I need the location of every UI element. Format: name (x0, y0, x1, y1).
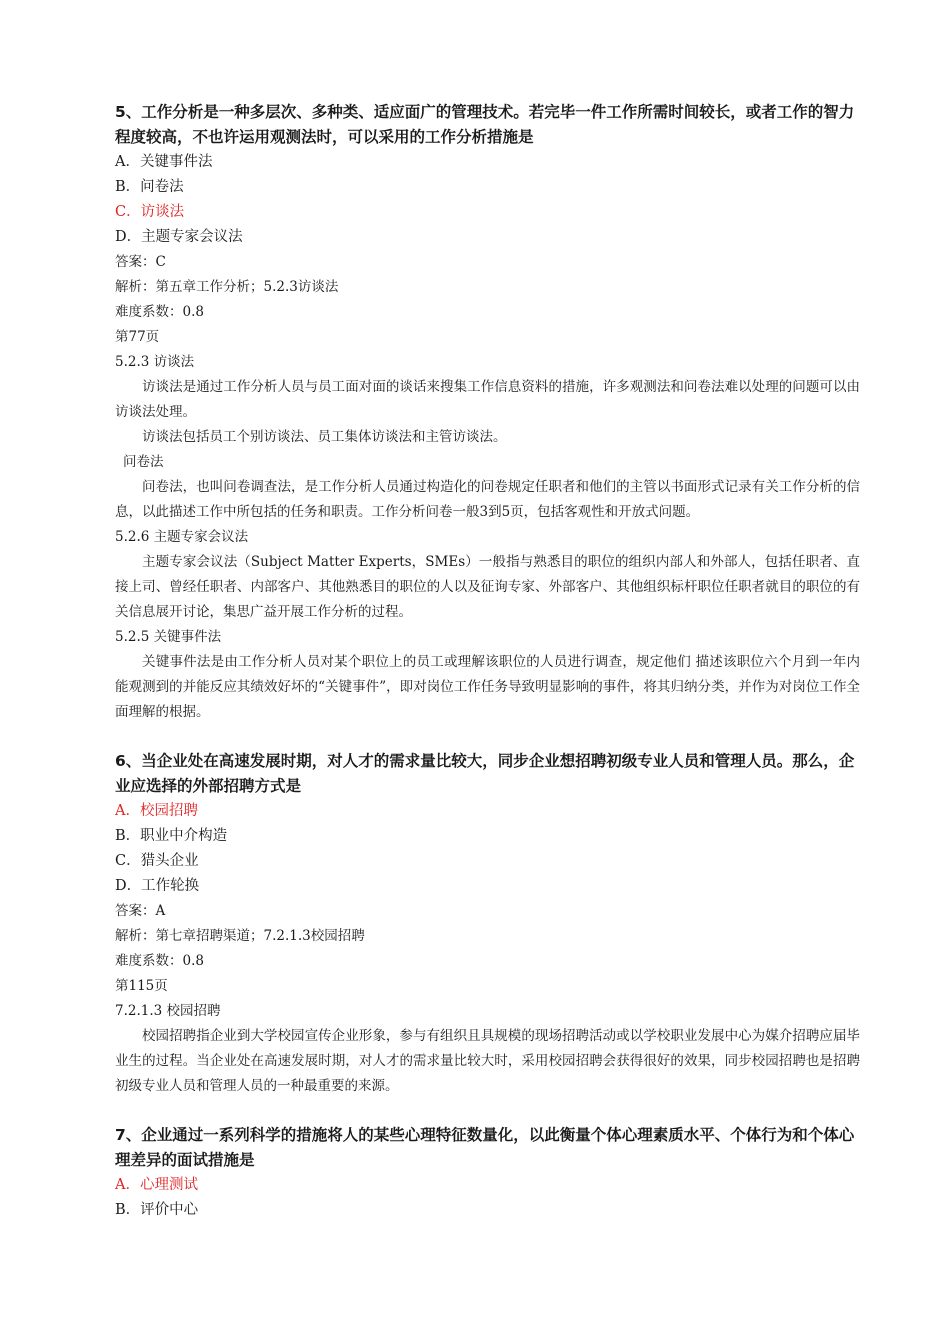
section-heading: 问卷法 (123, 454, 164, 470)
question-5 (115, 100, 860, 725)
answer: 答案：A (115, 903, 166, 919)
section-heading: 5.2.3 访谈法 (115, 354, 195, 370)
option-a-correct: A．心理测试 (115, 1177, 198, 1193)
analysis: 解析：第五章工作分析；5.2.3访谈法 (115, 279, 339, 295)
question-stem: 5、工作分析是一种多层次、多种类、适应面广的管理技术。若完毕一件工作所需时间较长，或者工作的智力程度较高，不也许运用观测法时，可以采用的工作分析措施是 (115, 103, 855, 146)
question-stem: 7、企业通过一系列科学的措施将人的某些心理特征数量化，以此衡量个体心理素质水平、个体行为和个体心理差异的面试措施是 (115, 1126, 855, 1169)
difficulty: 难度系数：0.8 (115, 953, 204, 969)
option-d: D．主题专家会议法 (115, 229, 243, 245)
page-reference: 第77页 (115, 329, 160, 345)
question-list (115, 100, 860, 1223)
note-paragraph: 问卷法，也叫问卷调查法，是工作分析人员通过构造化的问卷规定任职者和他们的主管以书面形式记录有关工作分析的信息，以此描述工作中所包括的任务和职责。工作分析问卷一般3到5页，包括客观性和开放式问题。 (115, 479, 860, 520)
section-heading: 5.2.5 关键事件法 (115, 629, 222, 645)
spacer (115, 1099, 860, 1123)
section-heading: 7.2.1.3 校园招聘 (115, 1003, 221, 1019)
option-a: A．关键事件法 (115, 154, 213, 170)
note-paragraph: 访谈法是通过工作分析人员与员工面对面的谈话来搜集工作信息资料的措施，许多观测法和问卷法难以处理的问题可以由访谈法处理。 (115, 379, 860, 420)
question-6 (115, 749, 860, 1099)
note-paragraph: 校园招聘指企业到大学校园宣传企业形象，参与有组织且具规模的现场招聘活动或以学校职业发展中心为媒介招聘应届毕业生的过程。当企业处在高速发展时期，对人才的需求量比较大时，采用校园招聘会获得很好的效果，同步校园招聘也是招聘初级专业人员和管理人员的一种最重要的来源。 (115, 1028, 860, 1094)
option-a-correct: A．校园招聘 (115, 803, 198, 819)
option-b: B．问卷法 (115, 179, 184, 195)
option-c: C．猎头企业 (115, 853, 199, 869)
option-c-correct: C．访谈法 (115, 204, 185, 220)
question-7 (115, 1123, 860, 1223)
difficulty: 难度系数：0.8 (115, 304, 204, 320)
note-paragraph: 主题专家会议法（Subject Matter Experts，SMEs）一般指与熟悉目的职位的组织内部人和外部人，包括任职者、直接上司、曾经任职者、内部客户、其他熟悉目的职位的人以及征询专家、外部客户、其他组织标杆职位任职者就目的职位的有关信息展开讨论，集思广益开展工作分析的过程。 (115, 554, 860, 620)
page-reference: 第115页 (115, 978, 168, 994)
question-stem: 6、当企业处在高速发展时期，对人才的需求量比较大，同步企业想招聘初级专业人员和管理人员。那么，企业应选择的外部招聘方式是 (115, 752, 855, 795)
note-paragraph: 关键事件法是由工作分析人员对某个职位上的员工或理解该职位的人员进行调查，规定他们 描述该职位六个月到一年内能观测到的并能反应其绩效好坏的“关键事件”，即对岗位工作任务导致明显影响的事件，将其归纳分类，并作为对岗位工作全面理解的根据。 (115, 654, 860, 720)
answer: 答案：C (115, 254, 166, 270)
analysis: 解析：第七章招聘渠道；7.2.1.3校园招聘 (115, 928, 365, 944)
spacer (115, 725, 860, 749)
note-paragraph: 访谈法包括员工个别访谈法、员工集体访谈法和主管访谈法。 (142, 429, 507, 445)
section-heading: 5.2.6 主题专家会议法 (115, 529, 249, 545)
option-b: B．评价中心 (115, 1202, 199, 1218)
option-d: D．工作轮换 (115, 878, 200, 894)
option-b: B．职业中介构造 (115, 828, 228, 844)
